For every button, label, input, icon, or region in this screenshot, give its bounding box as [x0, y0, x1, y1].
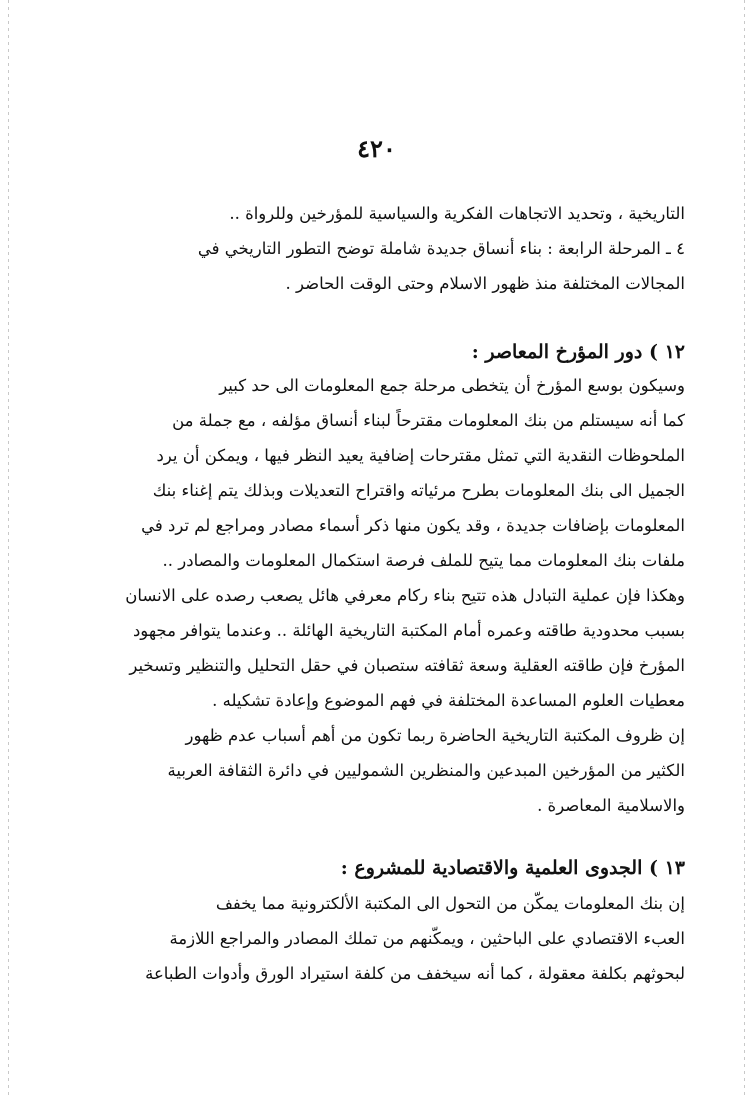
- text-line: المؤرخ فإن طاقته العقلية وسعة ثقافته ستصبان في حقل التحليل والتنظير وتسخير: [129, 656, 685, 675]
- text-line: معطيات العلوم المساعدة المختلفة في فهم الموضوع وإعادة تشكيله .: [212, 691, 685, 710]
- text-line: لبحوثهم بكلفة معقولة ، كما أنه سيخفف من كلفة استيراد الورق وأدوات الطباعة: [145, 964, 685, 983]
- text-line: كما أنه سيستلم من بنك المعلومات مقترحاً لبناء أنساق مؤلفه ، مع جملة من: [172, 411, 685, 430]
- section-12-paragraph-1: [70, 368, 685, 718]
- text-line: ملفات بنك المعلومات مما يتيح للملف فرصة استكمال المعلومات والمصادر ..: [162, 551, 685, 570]
- text-line: وسيكون بوسع المؤرخ أن يتخطى مرحلة جمع المعلومات الى حد كبير: [219, 376, 685, 395]
- text-line: إن ظروف المكتبة التاريخية الحاضرة ربما تكون من أهم أسباب عدم ظهور: [185, 726, 685, 745]
- text-line: ٤ ـ المرحلة الرابعة : بناء أنساق جديدة شاملة توضح التطور التاريخي في: [197, 239, 685, 258]
- text-line: إن بنك المعلومات يمكّن من التحول الى المكتبة الألكترونية مما يخفف: [215, 894, 685, 913]
- section-13-paragraph: [70, 886, 685, 991]
- section-12-paragraph-2: [70, 718, 685, 823]
- text-line: المجالات المختلفة منذ ظهور الاسلام وحتى الوقت الحاضر .: [285, 274, 685, 293]
- page-number: ٤٢٠: [357, 134, 396, 163]
- text-line: وهكذا فإن عملية التبادل هذه تتيح بناء ركام معرفي هائل يصعب رصده على الانسان: [125, 586, 685, 605]
- text-line: التاريخية ، وتحديد الاتجاهات الفكرية والسياسية للمؤرخين وللرواة ..: [229, 204, 685, 223]
- section-heading-13: ١٣ ) الجدوى العلمية والاقتصادية للمشروع :: [340, 857, 685, 879]
- text-line: بسبب محدودية طاقته وعمره أمام المكتبة التاريخية الهائلة .. وعندما يتوافر مجهود: [132, 621, 685, 640]
- text-line: الملحوظات النقدية التي تمثل مقترحات إضافية يعيد النظر فيها ، ويمكن أن يرد: [156, 446, 685, 465]
- text-line: العبء الاقتصادي على الباحثين ، ويمكّنهم من تملك المصادر والمراجع اللازمة: [169, 929, 685, 948]
- text-line: والاسلامية المعاصرة .: [537, 796, 685, 815]
- text-line: الجميل الى بنك المعلومات بطرح مرئياته واقتراح التعديلات وبذلك يتم إغناء بنك: [152, 481, 685, 500]
- text-line: الكثير من المؤرخين المبدعين والمنظرين الشموليين في دائرة الثقافة العربية: [167, 761, 685, 780]
- scan-border-right: [744, 0, 745, 1098]
- text-line: المعلومات بإضافات جديدة ، وقد يكون منها ذكر أسماء مصادر ومراجع لم ترد في: [141, 516, 685, 535]
- intro-paragraph: [70, 196, 685, 301]
- section-heading-12: ١٢ ) دور المؤرخ المعاصر :: [471, 341, 685, 363]
- scan-border-left: [8, 0, 9, 1098]
